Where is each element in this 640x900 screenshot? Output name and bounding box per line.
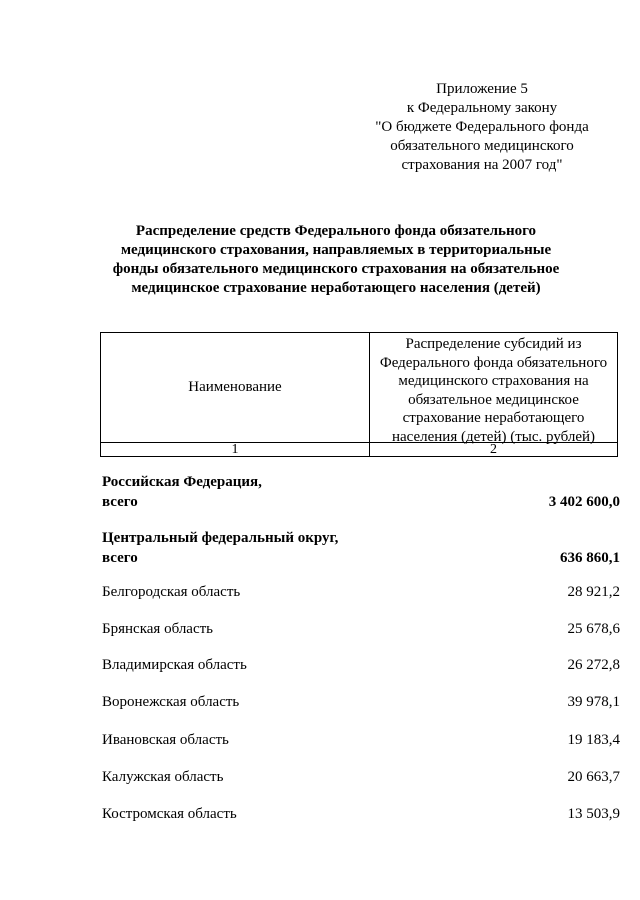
row-name: Костромская область: [102, 806, 237, 822]
title-line: Распределение средств Федерального фонда обязательного: [135, 223, 537, 239]
appendix-heading: [360, 80, 604, 175]
row-value: 13 503,9: [567, 806, 620, 822]
row-name-line: всего: [102, 550, 138, 566]
column-header-name: [101, 333, 370, 443]
row-value: 28 921,2: [567, 584, 620, 600]
row-value: 39 978,1: [567, 694, 620, 710]
column-header-subsidy-line: медицинского страхования на: [398, 373, 589, 389]
column-header-name-label: Наименование: [188, 379, 282, 395]
title-line: медицинское страхование неработающего населения (детей): [131, 280, 541, 296]
row-name: Калужская область: [102, 769, 224, 785]
table-row: [102, 767, 620, 787]
document-title: [96, 222, 576, 298]
row-name: Белгородская область: [102, 584, 241, 600]
table-row-total-central: [102, 528, 620, 568]
column-number-2: 2: [490, 442, 497, 457]
table-row: [102, 692, 620, 712]
column-header-subsidy-line: обязательное медицинское: [408, 391, 579, 408]
row-value: 20 663,7: [567, 769, 620, 785]
row-value: 3 402 600,0: [548, 494, 620, 510]
column-header-subsidy-line: Распределение субсидий из: [405, 336, 582, 352]
column-header-subsidy-line: населения (детей) (тыс. рублей): [391, 428, 596, 445]
column-header-subsidy-line: Федерального фонда обязательного: [379, 354, 608, 371]
column-header-subsidy: [370, 333, 617, 443]
table-row-total-russia: [102, 472, 620, 512]
row-name-line: Центральный федеральный округ,: [102, 530, 339, 546]
row-name: Воронежская область: [102, 694, 240, 710]
table-row: [102, 804, 620, 824]
table-row: [102, 582, 620, 602]
title-line: медицинского страхования, направляемых в территориальные: [120, 242, 552, 258]
title-line: фонды обязательного медицинского страхования на обязательное: [112, 261, 560, 277]
row-value: 25 678,6: [567, 621, 620, 637]
row-name-line: Российская Федерация,: [102, 474, 262, 490]
row-value: 19 183,4: [567, 732, 620, 748]
table-row: [102, 730, 620, 750]
appendix-line: Приложение 5: [436, 81, 528, 97]
table-row: [102, 655, 620, 675]
column-header-subsidy-line: страхование неработающего: [402, 410, 585, 426]
appendix-line: "О бюджете Федерального фонда: [375, 119, 589, 135]
row-name: Брянская область: [102, 621, 214, 637]
column-number-1: 1: [101, 443, 370, 456]
appendix-line: к Федеральному закону: [406, 100, 558, 116]
row-value: 26 272,8: [567, 657, 620, 673]
row-name: Ивановская область: [102, 732, 229, 748]
appendix-line: страхования на 2007 год": [401, 157, 563, 173]
appendix-line: обязательного медицинского: [390, 138, 574, 154]
row-name: [102, 528, 338, 568]
table-row: [102, 619, 620, 639]
table-header: [100, 332, 618, 457]
row-name: Владимирская область: [102, 657, 247, 673]
row-name: [102, 472, 262, 512]
row-value: 636 860,1: [560, 550, 620, 566]
row-name-line: всего: [102, 494, 138, 510]
